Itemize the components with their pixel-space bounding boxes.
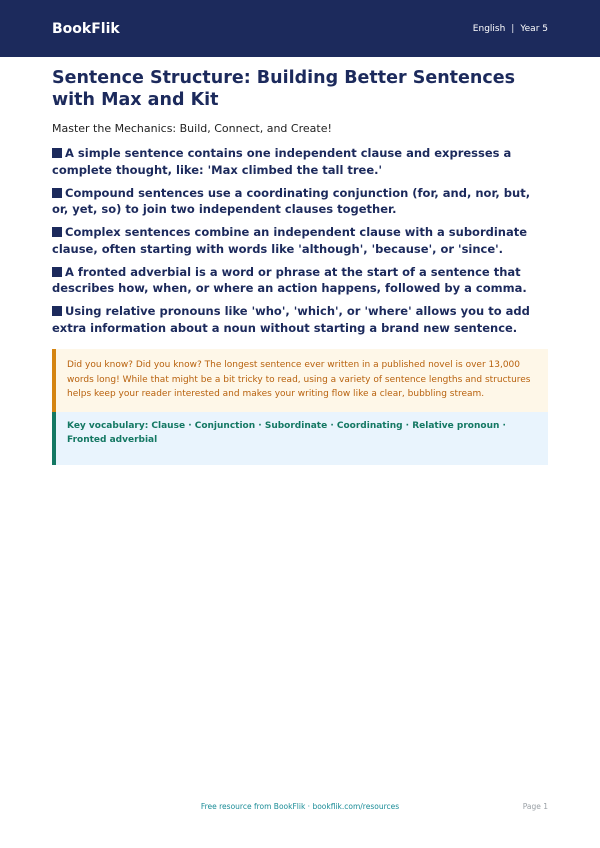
square-bullet-icon — [52, 148, 62, 158]
square-bullet-icon — [52, 227, 62, 237]
key-points-list — [52, 145, 548, 336]
key-point — [52, 303, 548, 336]
key-point — [52, 264, 548, 297]
fun-fact-text: Did you know? Did you know? The longest sentence ever written in a published novel is over 13,000 words long! While that might be a bit tricky to read, using a variety of sentence lengths and structures helps keep your reader interested and makes your writing flow like a clear, bubbling stream. — [67, 360, 531, 399]
meta-separator: | — [511, 23, 515, 34]
key-point-text: A fronted adverbial is a word or phrase at the start of a sentence that describes how, when, or where an action happens, followed by a comma. — [52, 264, 527, 295]
footer-resource-link[interactable]: Free resource from BookFlik · bookflik.com/resources — [200, 802, 400, 811]
year-label: Year 5 — [520, 23, 548, 34]
header-meta — [473, 24, 548, 34]
key-point — [52, 185, 548, 218]
page-number: Page 1 — [522, 802, 548, 811]
key-vocabulary-box — [52, 412, 548, 465]
key-point-text: Compound sentences use a coordinating conjunction (for, and, nor, but, or, yet, so) to join two independent clauses together. — [52, 185, 531, 216]
fun-fact-callout — [52, 349, 548, 412]
key-point — [52, 145, 548, 178]
page-footer — [52, 802, 548, 814]
page-subtitle: Master the Mechanics: Build, Connect, and Create! — [52, 122, 332, 135]
key-point-text: A simple sentence contains one independent clause and expresses a complete thought, like: 'Max climbed the tall tree.' — [52, 146, 512, 177]
square-bullet-icon — [52, 267, 62, 277]
brand-logo[interactable]: BookFlik — [52, 20, 120, 37]
subject-label: English — [472, 23, 506, 34]
key-point-text: Complex sentences combine an independent clause with a subordinate clause, often starting with words like 'although', 'because', or 'since'. — [52, 225, 528, 256]
key-point-text: Using relative pronouns like 'who', 'which', or 'where' allows you to add extra information about a noun without starting a brand new sentence. — [52, 304, 530, 335]
page-title: Sentence Structure: Building Better Sentences with Max and Kit — [52, 68, 516, 110]
key-vocabulary-text: Key vocabulary: Clause · Conjunction · Subordinate · Coordinating · Relative pronoun · Fronted adverbial — [67, 420, 506, 445]
square-bullet-icon — [52, 306, 62, 316]
square-bullet-icon — [52, 188, 62, 198]
main-content — [0, 57, 600, 465]
page-header — [0, 0, 600, 57]
key-point — [52, 224, 548, 257]
